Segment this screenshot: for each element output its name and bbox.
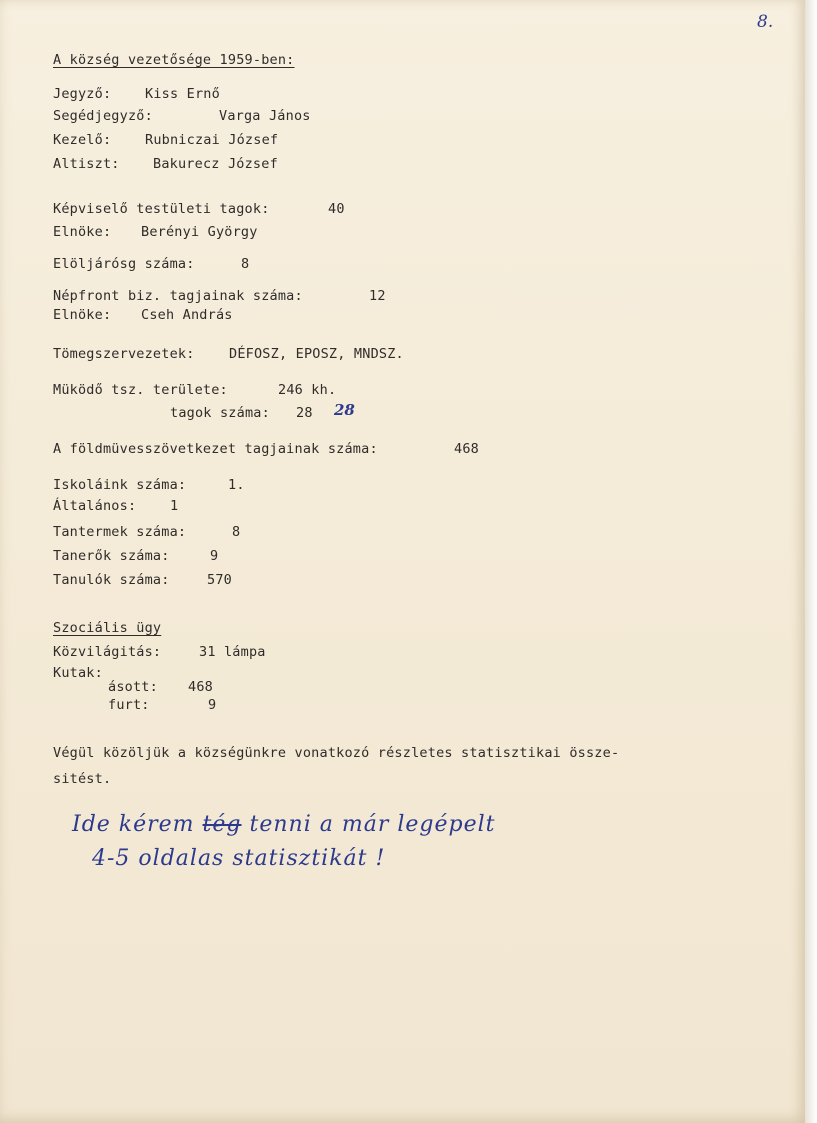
official-label: Segédjegyző: [53, 108, 153, 124]
school-label: Tantermek száma: [53, 524, 187, 540]
official-value: Rubniczai József [145, 132, 279, 148]
mass-orgs-label: Tömegszervezetek: [53, 346, 195, 362]
council-chair-value: Berényi György [141, 224, 258, 240]
handwritten-struck-word: tég [202, 812, 242, 837]
tsz-area-value: 246 kh. [278, 382, 337, 398]
mass-orgs-value: DÉFOSZ, EPOSZ, MNDSZ. [229, 346, 404, 362]
official-label: Jegyző: [53, 86, 112, 102]
wells-dug-label: ásott: [108, 679, 158, 695]
handwritten-note-line-1 [72, 812, 495, 837]
school-value: 570 [207, 572, 232, 588]
tsz-area-label: Müködő tsz. területe: [53, 382, 228, 398]
lighting-value: 31 lámpa [199, 644, 266, 660]
official-value: Bakurecz József [153, 156, 278, 172]
school-value: 9 [210, 548, 219, 564]
wells-drilled-value: 9 [208, 697, 217, 713]
tsz-members-label: tagok száma: [170, 405, 270, 421]
council-members-value: 40 [328, 201, 345, 217]
cooperative-value: 468 [454, 441, 479, 457]
school-label: Általános: [53, 498, 137, 514]
nepfront-members-label: Népfront biz. tagjainak száma: [53, 288, 303, 304]
eloljarosag-label: Elöljárósg száma: [53, 256, 195, 272]
wells-dug-value: 468 [188, 679, 213, 695]
official-value: Kiss Ernő [145, 86, 220, 102]
page-edge [805, 0, 817, 1123]
handwritten-text: tenni a már legépelt [249, 812, 496, 837]
closing-line-2: sitést. [53, 771, 112, 787]
closing-line-1: Végül közöljük a községünkre vonatkozó részletes statisztikai össze- [53, 745, 620, 761]
official-label: Altiszt: [53, 156, 120, 172]
eloljarosag-value: 8 [241, 256, 250, 272]
school-value: 1 [170, 498, 179, 514]
nepfront-members-value: 12 [369, 288, 386, 304]
school-label: Iskoláink száma: [53, 477, 187, 493]
council-members-label: Képviselő testületi tagok: [53, 201, 270, 217]
school-value: 8 [232, 524, 241, 540]
official-value: Varga János [219, 108, 311, 124]
nepfront-chair-value: Cseh András [141, 307, 233, 323]
official-label: Kezelő: [53, 132, 112, 148]
school-value: 1. [228, 477, 245, 493]
wells-label: Kutak: [53, 665, 103, 681]
lighting-label: Közvilágitás: [53, 644, 162, 660]
school-label: Tanerők száma: [53, 548, 170, 564]
handwritten-note-line-2: 4-5 oldalas statisztikát ! [92, 846, 386, 871]
cooperative-label: A földmüvesszövetkezet tagjainak száma: [53, 441, 378, 457]
page-number: 8. [757, 12, 774, 32]
wells-drilled-label: furt: [108, 697, 150, 713]
nepfront-chair-label: Elnöke: [53, 307, 112, 323]
tsz-members-value: 28 [296, 405, 313, 421]
council-chair-label: Elnöke: [53, 224, 112, 240]
social-heading: Szociális ügy [53, 620, 162, 636]
page-heading: A község vezetősége 1959-ben: [53, 52, 295, 68]
tsz-members-handwritten: 28 [334, 401, 355, 419]
school-label: Tanulók száma: [53, 572, 170, 588]
handwritten-text: Ide kérem [72, 812, 195, 837]
